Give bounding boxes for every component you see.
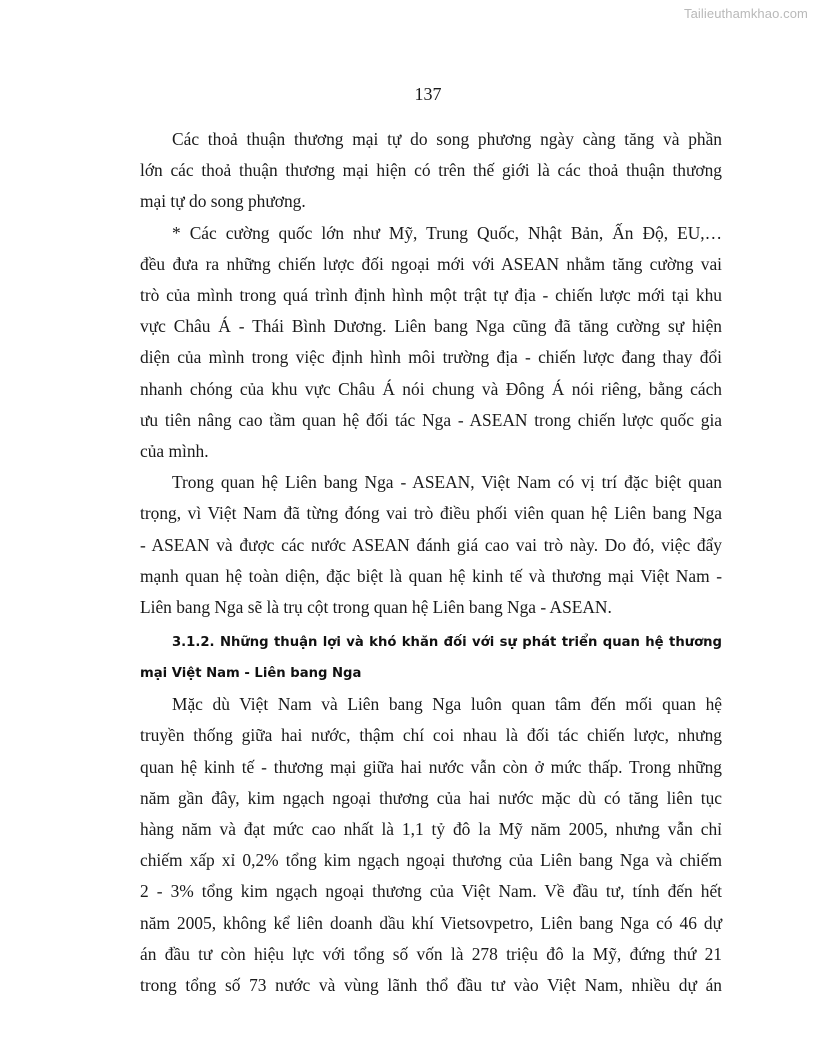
watermark-text: Tailieuthamkhao.com [683,6,808,21]
text-line: đều đưa ra những chiến lược đối ngoại mới với ASEAN nhằm tăng cường vai [140,253,722,274]
text-line: * Các cường quốc lớn như Mỹ, Trung Quốc, Nhật Bản, Ấn Độ, EU,… [172,222,722,243]
text-line: hàng năm và đạt mức cao nhất là 1,1 tỷ đô la Mỹ năm 2005, nhưng vẫn chỉ [140,819,722,840]
text-line: mại tự do song phương. [140,191,306,212]
text-line: chiếm xấp xỉ 0,2% tổng kim ngạch ngoại thương của Liên bang Nga và chiếm [140,850,722,871]
text-line: - ASEAN và được các nước ASEAN đánh giá cao vai trò này. Do đó, việc đẩy [140,534,722,555]
text-line: ưu tiên nâng cao tầm quan hệ đối tác Nga - ASEAN trong chiến lược quốc gia [140,409,722,430]
text-line: Trong quan hệ Liên bang Nga - ASEAN, Việt Nam có vị trí đặc biệt quan [172,472,722,493]
heading-line: mại Việt Nam - Liên bang Nga [140,666,362,682]
text-line: Các thoả thuận thương mại tự do song phương ngày càng tăng và phần [172,129,722,149]
text-line: quan hệ kinh tế - thương mại giữa hai nước vẫn còn ở mức thấp. Trong những [140,756,722,777]
text-line: truyền thống giữa hai nước, thậm chí coi nhau là đối tác chiến lược, nhưng [140,725,722,746]
paragraph-major-powers [140,218,722,468]
text-line: mạnh quan hệ toàn diện, đặc biệt là quan hệ kinh tế và thương mại Việt Nam - [140,565,722,586]
heading-line: 3.1.2. Những thuận lợi và khó khăn đối với sự phát triển quan hệ thương [172,635,722,651]
text-line: lớn các thoả thuận thương mại hiện có trên thế giới là các thoả thuận thương [140,160,722,181]
text-line: diện của mình trong việc định hình môi trường địa - chiến lược đang thay đổi [140,347,722,368]
document-body [140,124,722,1001]
paragraph-trade-agreements [140,124,722,218]
text-line: của mình. [140,441,209,462]
text-line: trong tổng số 73 nước và vùng lãnh thổ đầu tư vào Việt Nam, nhiều dự án [140,975,722,996]
text-line: năm gần đây, kim ngạch ngoại thương của hai nước mặc dù có tăng liên tục [140,787,722,808]
text-line: 2 - 3% tổng kim ngạch ngoại thương của Việt Nam. Về đầu tư, tính đến hết [140,881,722,902]
page-number: 137 [414,84,442,104]
text-line: năm 2005, không kể liên doanh dầu khí Vietsovpetro, Liên bang Nga có 46 dự [140,912,722,933]
paragraph-vietnam-role [140,467,722,623]
paragraph-trade-relations [140,689,722,1001]
text-line: vực Châu Á - Thái Bình Dương. Liên bang Nga cũng đã tăng cường sự hiện [140,316,722,337]
text-line: Mặc dù Việt Nam và Liên bang Nga luôn quan tâm đến mối quan hệ [172,694,722,715]
text-line: trò của mình trong quá trình định hình một trật tự địa - chiến lược mới tại khu [140,285,722,306]
text-line: trọng, vì Việt Nam đã từng đóng vai trò điều phối viên quan hệ Liên bang Nga [140,503,722,524]
section-heading [140,627,722,689]
text-line: nhanh chóng của khu vực Châu Á nói chung và Đông Á nói riêng, bằng cách [140,378,722,399]
text-line: án đầu tư còn hiệu lực với tổng số vốn là 278 triệu đô la Mỹ, đứng thứ 21 [140,943,722,964]
text-line: Liên bang Nga sẽ là trụ cột trong quan hệ Liên bang Nga - ASEAN. [140,597,612,618]
